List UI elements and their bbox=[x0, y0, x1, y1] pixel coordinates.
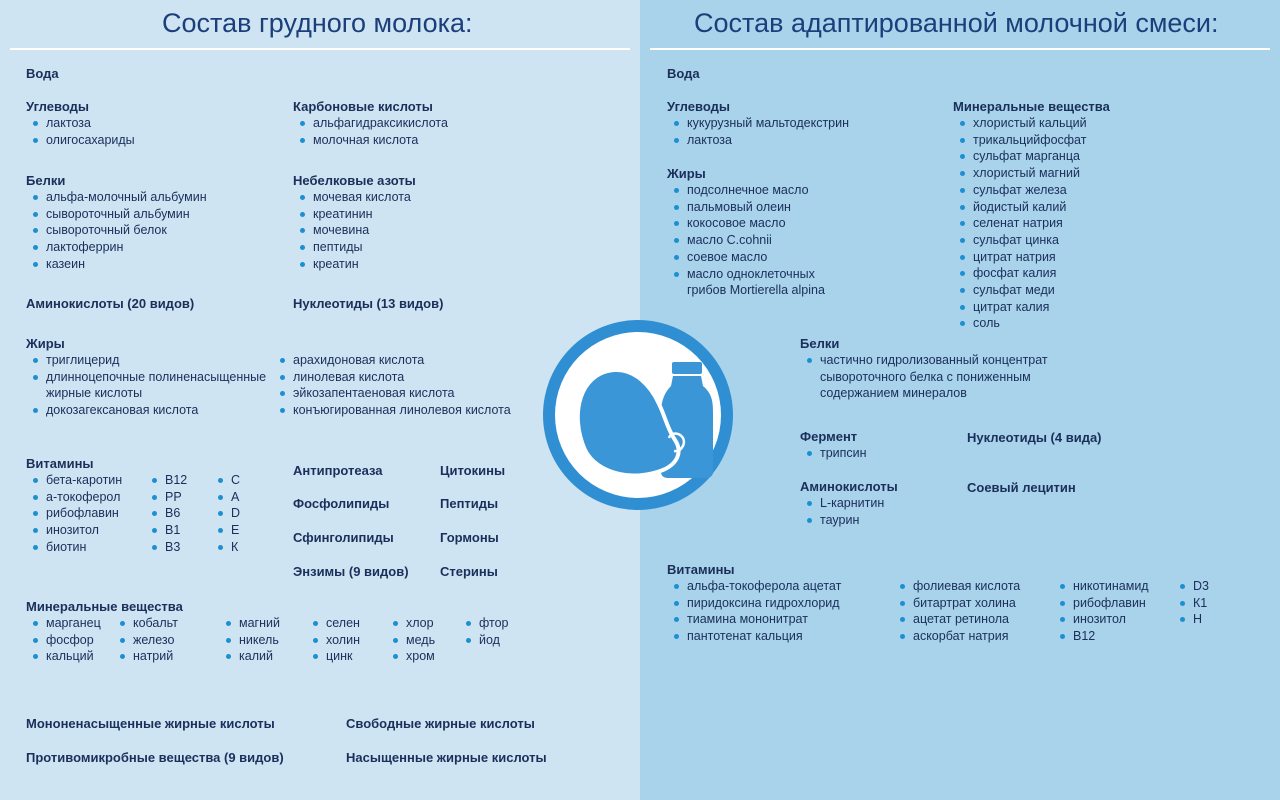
list-item: эйкозапентаеновая кислота bbox=[273, 385, 511, 402]
enzyme-section bbox=[800, 429, 867, 462]
list-item: трипсин bbox=[800, 445, 867, 462]
list-item: сывороточный альбумин bbox=[26, 206, 207, 223]
nonprotein-nitrogen-list bbox=[293, 189, 416, 273]
list-item: сульфат марганца bbox=[953, 148, 1110, 165]
list-item: селенат натрия bbox=[953, 215, 1110, 232]
list-item: инозитол bbox=[26, 522, 122, 539]
enzymes-heading: Энзимы (9 видов) bbox=[293, 564, 409, 579]
list-item: аскорбат натрия bbox=[893, 628, 1020, 645]
vitamins-list-3 bbox=[211, 472, 240, 556]
list-item: альфа-молочный альбумин bbox=[26, 189, 207, 206]
carbs-heading: Углеводы bbox=[667, 99, 730, 114]
proteins-heading: Белки bbox=[800, 336, 840, 351]
vitamins-list-3 bbox=[1053, 578, 1149, 645]
fats-heading: Жиры bbox=[667, 166, 706, 181]
minerals-col-3 bbox=[219, 615, 280, 665]
phospholipids-heading: Фосфолипиды bbox=[293, 496, 390, 511]
list-item: магний bbox=[219, 615, 280, 632]
vitamins-section bbox=[667, 562, 841, 645]
vitamins-list-1 bbox=[667, 578, 841, 645]
list-item: лактоза bbox=[667, 132, 849, 149]
formula-panel bbox=[640, 0, 1280, 800]
proteins-list bbox=[800, 352, 1048, 402]
list-item: креатинин bbox=[293, 206, 416, 223]
list-item: масло одноклеточных bbox=[667, 266, 825, 283]
list-item: железо bbox=[113, 632, 178, 649]
list-item: никотинамид bbox=[1053, 578, 1149, 595]
hormones-heading: Гормоны bbox=[440, 530, 499, 545]
antiprotease-heading: Антипротеаза bbox=[293, 463, 383, 478]
list-item: арахидоновая кислота bbox=[273, 352, 511, 369]
vitamins-list-4 bbox=[1173, 578, 1209, 628]
minerals-heading: Минеральные вещества bbox=[26, 599, 183, 614]
list-item: пиридоксина гидрохлорид bbox=[667, 595, 841, 612]
amino-section bbox=[800, 479, 898, 528]
list-item: грибов Mortierella alpina bbox=[687, 283, 825, 298]
carbs-list bbox=[667, 115, 849, 148]
list-item: пальмовый олеин bbox=[667, 199, 825, 216]
minerals-list-6 bbox=[459, 615, 509, 648]
carbs-section bbox=[26, 99, 135, 148]
vitamins-heading: Витамины bbox=[667, 562, 735, 577]
carboxylic-section bbox=[293, 99, 448, 148]
amino-list bbox=[800, 495, 898, 528]
title-divider bbox=[650, 48, 1270, 50]
list-item: триглицерид bbox=[26, 352, 266, 369]
list-item: креатин bbox=[293, 256, 416, 273]
vitamins-col-3 bbox=[211, 472, 240, 556]
fats-list bbox=[667, 182, 825, 299]
proteins-list bbox=[26, 189, 207, 273]
list-item: селен bbox=[306, 615, 360, 632]
title-divider bbox=[10, 48, 630, 50]
list-item: казеин bbox=[26, 256, 207, 273]
list-item: хлористый магний bbox=[953, 165, 1110, 182]
list-item: мочевая кислота bbox=[293, 189, 416, 206]
fats-list-2 bbox=[273, 352, 511, 419]
vitamins-col-2 bbox=[145, 472, 187, 556]
list-item: В12 bbox=[1053, 628, 1149, 645]
list-item: К bbox=[211, 539, 240, 556]
peptides-heading: Пептиды bbox=[440, 496, 499, 511]
free-fatty-acids-heading: Свободные жирные кислоты bbox=[346, 716, 535, 731]
minerals-list-3 bbox=[219, 615, 280, 665]
list-item: докозагексановая кислота bbox=[26, 402, 266, 419]
list-item: холин bbox=[306, 632, 360, 649]
nonprotein-nitrogen-heading: Небелковые азоты bbox=[293, 173, 416, 188]
vitamins-col-4 bbox=[1173, 578, 1209, 628]
list-item: L-карнитин bbox=[800, 495, 898, 512]
list-item: битартрат холина bbox=[893, 595, 1020, 612]
list-item: хлор bbox=[386, 615, 435, 632]
cytokines-heading: Цитокины bbox=[440, 463, 506, 478]
list-item: подсолнечное масло bbox=[667, 182, 825, 199]
amino-heading: Аминокислоты bbox=[800, 479, 898, 494]
carbs-heading: Углеводы bbox=[26, 99, 89, 114]
list-item: цинк bbox=[306, 648, 360, 665]
list-item: рибофлавин bbox=[26, 505, 122, 522]
antimicrobial-heading: Противомикробные вещества (9 видов) bbox=[26, 750, 284, 765]
proteins-section bbox=[800, 336, 1048, 402]
minerals-list-2 bbox=[113, 615, 178, 665]
emblem-inner bbox=[555, 332, 721, 498]
water-heading: Вода bbox=[26, 66, 59, 81]
list-item: пептиды bbox=[293, 239, 416, 256]
list-item: таурин bbox=[800, 512, 898, 529]
nonprotein-nitrogen-section bbox=[293, 173, 416, 273]
list-item: натрий bbox=[113, 648, 178, 665]
list-item: В12 bbox=[145, 472, 187, 489]
list-item: кокосовое масло bbox=[667, 215, 825, 232]
list-item: сульфат меди bbox=[953, 282, 1110, 299]
list-item: D bbox=[211, 505, 240, 522]
carbs-list bbox=[26, 115, 135, 148]
list-item: В6 bbox=[145, 505, 187, 522]
list-item: соль bbox=[953, 315, 1110, 332]
carboxylic-heading: Карбоновые кислоты bbox=[293, 99, 433, 114]
list-item: С bbox=[211, 472, 240, 489]
proteins-heading: Белки bbox=[26, 173, 66, 188]
list-item: сульфат железа bbox=[953, 182, 1110, 199]
fats-section bbox=[26, 336, 266, 419]
list-item: частично гидролизованный концентрат bbox=[800, 352, 1048, 369]
list-item: фтор bbox=[459, 615, 509, 632]
list-item: масло С.cohnii bbox=[667, 232, 825, 249]
breast-milk-title: Состав грудного молока: bbox=[162, 8, 473, 38]
sphingolipids-heading: Сфинголипиды bbox=[293, 530, 394, 545]
list-item: бета-каротин bbox=[26, 472, 122, 489]
center-emblem bbox=[543, 320, 733, 510]
list-item: сывороточный белок bbox=[26, 222, 207, 239]
list-item: цитрат натрия bbox=[953, 249, 1110, 266]
list-item: инозитол bbox=[1053, 611, 1149, 628]
vitamins-heading: Витамины bbox=[26, 456, 94, 471]
list-item: трикальцийфосфат bbox=[953, 132, 1110, 149]
minerals-heading: Минеральные вещества bbox=[953, 99, 1110, 114]
list-item: йод bbox=[459, 632, 509, 649]
nucleotides-heading: Нуклеотиды (13 видов) bbox=[293, 296, 444, 311]
monounsaturated-heading: Мононенасыщенные жирные кислоты bbox=[26, 716, 275, 731]
vitamins-col-3 bbox=[1053, 578, 1149, 645]
minerals-col-2 bbox=[113, 615, 178, 665]
list-item: йодистый калий bbox=[953, 199, 1110, 216]
list-item: соевое масло bbox=[667, 249, 825, 266]
list-item: хром bbox=[386, 648, 435, 665]
nucleotides-heading: Нуклеотиды (4 вида) bbox=[967, 430, 1102, 445]
fats-section-2 bbox=[273, 352, 511, 419]
list-item: кальций bbox=[26, 648, 183, 665]
list-item: линолевая кислота bbox=[273, 369, 511, 386]
breast-and-bottle-icon bbox=[555, 332, 721, 498]
list-item: сульфат цинка bbox=[953, 232, 1110, 249]
vitamins-list-2 bbox=[893, 578, 1020, 645]
list-item: В3 bbox=[145, 539, 187, 556]
list-item: фолиевая кислота bbox=[893, 578, 1020, 595]
list-item: кобальт bbox=[113, 615, 178, 632]
list-item: Е bbox=[211, 522, 240, 539]
list-item: фосфат калия bbox=[953, 265, 1110, 282]
list-item: ацетат ретинола bbox=[893, 611, 1020, 628]
list-item: РР bbox=[145, 489, 187, 506]
list-item: тиамина мононитрат bbox=[667, 611, 841, 628]
list-item: никель bbox=[219, 632, 280, 649]
list-item: альфа-токоферола ацетат bbox=[667, 578, 841, 595]
fats-section bbox=[667, 166, 825, 299]
minerals-col-4 bbox=[306, 615, 360, 665]
list-item: лактоза bbox=[26, 115, 135, 132]
list-item: пантотенат кальция bbox=[667, 628, 841, 645]
sterins-heading: Стерины bbox=[440, 564, 498, 579]
vitamins-list-2 bbox=[145, 472, 187, 556]
list-item: фосфор bbox=[26, 632, 183, 649]
water-heading: Вода bbox=[667, 66, 700, 81]
list-item: марганец bbox=[26, 615, 183, 632]
list-item: цитрат калия bbox=[953, 299, 1110, 316]
list-item: жирные кислоты bbox=[46, 386, 143, 401]
vitamins-section bbox=[26, 456, 122, 556]
proteins-section bbox=[26, 173, 207, 273]
minerals-list bbox=[953, 115, 1110, 332]
enzyme-list bbox=[800, 445, 867, 462]
list-item: молочная кислота bbox=[293, 132, 448, 149]
list-item: кукурузный мальтодекстрин bbox=[667, 115, 849, 132]
list-item: В1 bbox=[145, 522, 187, 539]
amino-acids-heading: Аминокислоты (20 видов) bbox=[26, 296, 195, 311]
list-item: рибофлавин bbox=[1053, 595, 1149, 612]
list-item: длинноцепочные полиненасыщенные bbox=[26, 369, 266, 386]
fats-list-1 bbox=[26, 352, 266, 419]
vitamins-list-1 bbox=[26, 472, 122, 556]
list-item: содержанием минералов bbox=[820, 386, 967, 401]
list-item: олигосахариды bbox=[26, 132, 135, 149]
saturated-fatty-acids-heading: Насыщенные жирные кислоты bbox=[346, 750, 547, 765]
list-item: лактоферрин bbox=[26, 239, 207, 256]
carbs-section bbox=[667, 99, 849, 148]
list-item: конъюгированная линолевоя кислота bbox=[273, 402, 511, 419]
list-item: мочевина bbox=[293, 222, 416, 239]
minerals-col-6 bbox=[459, 615, 509, 648]
carboxylic-list bbox=[293, 115, 448, 148]
minerals-list-5 bbox=[386, 615, 435, 665]
list-item: альфагидраксикислота bbox=[293, 115, 448, 132]
minerals-list-4 bbox=[306, 615, 360, 665]
minerals-section bbox=[953, 99, 1110, 332]
list-item: калий bbox=[219, 648, 280, 665]
list-item: медь bbox=[386, 632, 435, 649]
vitamins-col-2 bbox=[893, 578, 1020, 645]
list-item: А bbox=[211, 489, 240, 506]
list-item: сывороточного белка с пониженным bbox=[820, 369, 1031, 384]
list-item: К1 bbox=[1173, 595, 1209, 612]
list-item: Н bbox=[1173, 611, 1209, 628]
list-item: а-токоферол bbox=[26, 489, 122, 506]
list-item: D3 bbox=[1173, 578, 1209, 595]
list-item: биотин bbox=[26, 539, 122, 556]
formula-title: Состав адаптированной молочной смеси: bbox=[694, 8, 1219, 38]
list-item: хлористый кальций bbox=[953, 115, 1110, 132]
fats-heading: Жиры bbox=[26, 336, 65, 351]
minerals-col-5 bbox=[386, 615, 435, 665]
lecithin-heading: Соевый лецитин bbox=[967, 480, 1076, 495]
enzyme-heading: Фермент bbox=[800, 429, 858, 444]
